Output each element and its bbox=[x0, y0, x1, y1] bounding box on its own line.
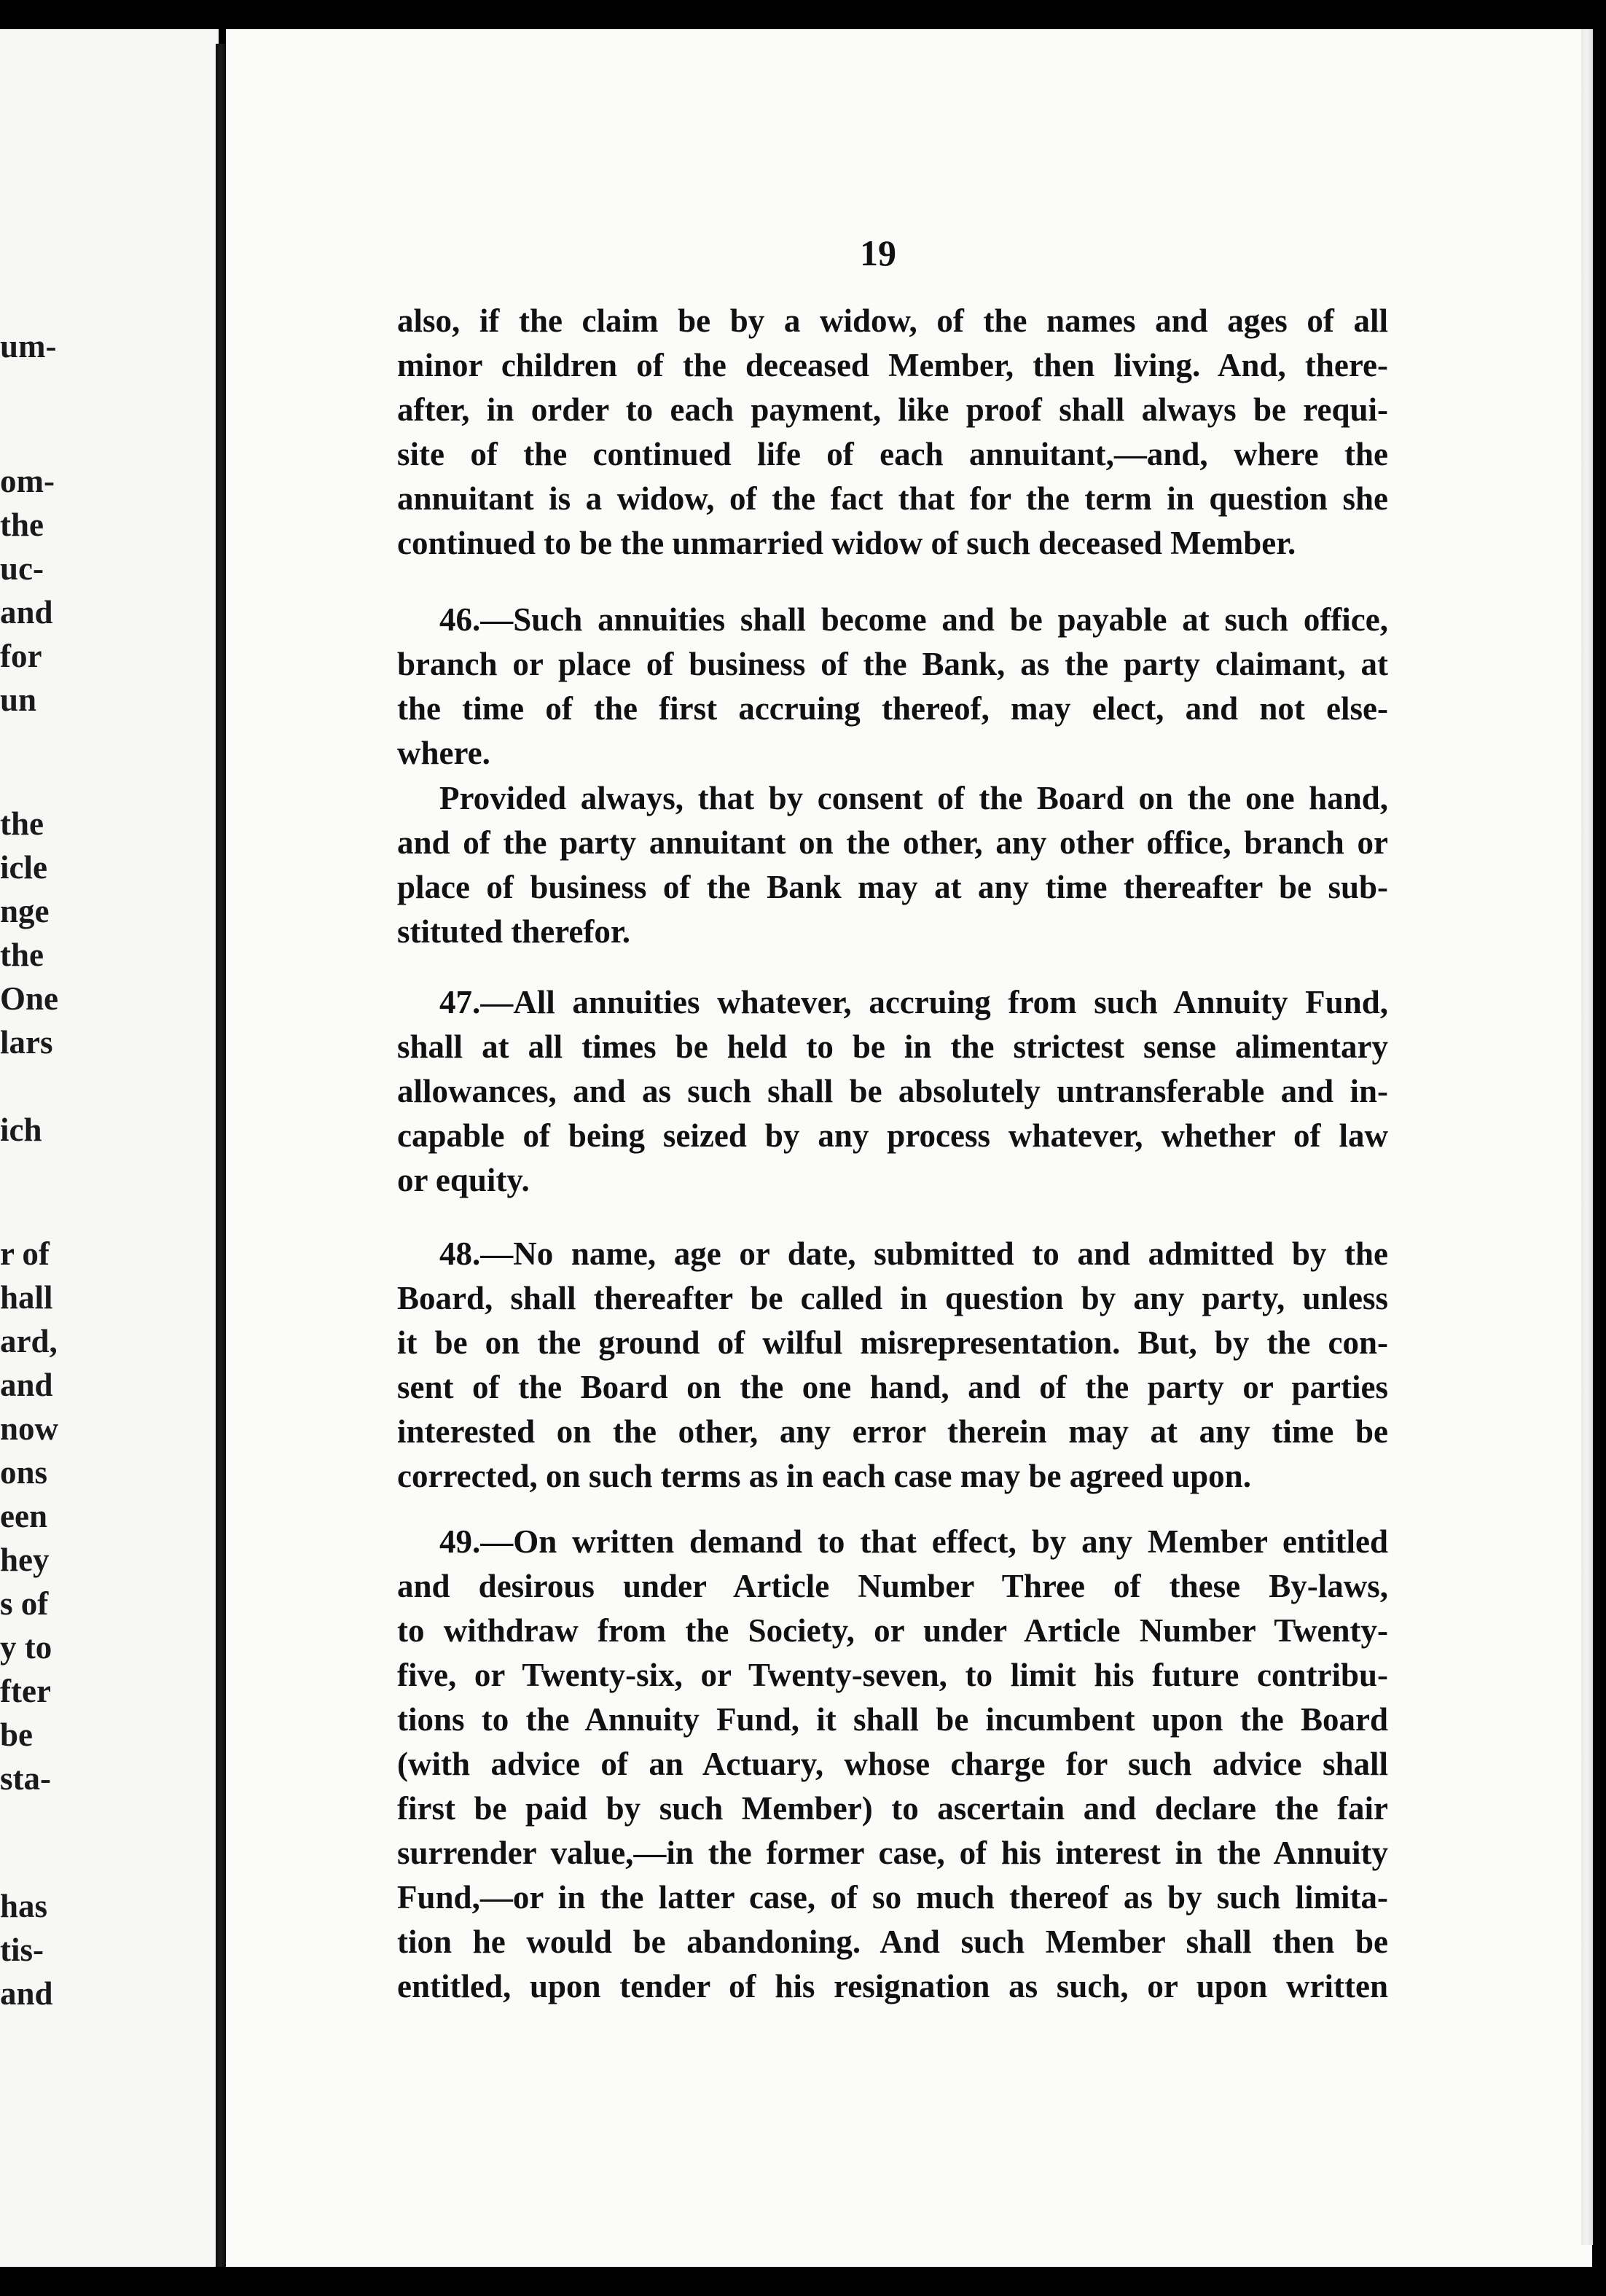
left-fragment-line: One bbox=[0, 980, 59, 1017]
text-line: sent of the Board on the one hand, and of the party or parties bbox=[397, 1369, 1388, 1405]
left-fragment-line: and bbox=[0, 1975, 53, 2012]
left-fragment-line: now bbox=[0, 1410, 59, 1447]
left-fragment-line: r of bbox=[0, 1235, 50, 1272]
text-line: also, if the claim be by a widow, of the names and ages of all bbox=[397, 302, 1388, 339]
paragraph-continuation bbox=[397, 299, 1388, 566]
left-fragment-line: has bbox=[0, 1888, 48, 1924]
left-fragment-line: ard, bbox=[0, 1323, 58, 1359]
text-line: to withdraw from the Society, or under Article Number Twenty- bbox=[397, 1612, 1388, 1649]
text-line: site of the continued life of each annuitant,—and, where the bbox=[397, 436, 1388, 472]
text-line: stituted therefor. bbox=[397, 913, 630, 950]
left-fragment-line: um- bbox=[0, 328, 57, 364]
text-line: surrender value,—in the former case, of his interest in the Annuity bbox=[397, 1835, 1388, 1871]
text-line: Board, shall thereafter be called in question by any party, unless bbox=[397, 1280, 1388, 1316]
left-fragment-line: be bbox=[0, 1717, 33, 1753]
text-line: interested on the other, any error therein may at any time be bbox=[397, 1413, 1388, 1450]
text-line: five, or Twenty-six, or Twenty-seven, to limit his future contribu- bbox=[397, 1657, 1388, 1693]
text-line: and desirous under Article Number Three of these By-laws, bbox=[397, 1568, 1388, 1604]
text-line: 47.—All annuities whatever, accruing from such Annuity Fund, bbox=[439, 984, 1388, 1020]
text-line: Fund,—or in the latter case, of so much thereof as by such limita- bbox=[397, 1879, 1388, 1916]
left-fragment-line: un bbox=[0, 682, 37, 718]
left-fragment-line: tis- bbox=[0, 1932, 44, 1968]
text-line: entitled, upon tender of his resignation as such, or upon written bbox=[397, 1968, 1388, 2004]
left-fragment-line: om- bbox=[0, 463, 55, 499]
left-fragment-line: the bbox=[0, 805, 44, 842]
left-fragment-line: s of bbox=[0, 1585, 49, 1622]
left-fragment-line: the bbox=[0, 937, 44, 973]
left-fragment-line: sta- bbox=[0, 1760, 51, 1797]
left-fragment-line: y to bbox=[0, 1629, 52, 1666]
text-line: minor children of the deceased Member, then living. And, there- bbox=[397, 347, 1388, 383]
article-48 bbox=[397, 1232, 1388, 1499]
left-fragment-line: hall bbox=[0, 1279, 53, 1316]
text-line: 49.—On written demand to that effect, by any Member entitled bbox=[439, 1523, 1388, 1560]
left-fragment-line: ich bbox=[0, 1112, 42, 1148]
text-line: capable of being seized by any process whatever, whether of law bbox=[397, 1117, 1388, 1154]
left-fragment-line: for bbox=[0, 638, 42, 674]
left-fragment-line: and bbox=[0, 1367, 53, 1403]
left-fragment-line: hey bbox=[0, 1542, 50, 1578]
text-line: annuitant is a widow, of the fact that for the term in question she bbox=[397, 480, 1388, 517]
page-number: 19 bbox=[860, 233, 896, 273]
text-line: branch or place of business of the Bank, as the party claimant, at bbox=[397, 646, 1388, 682]
article-49 bbox=[397, 1520, 1388, 2009]
left-fragment-line: icle bbox=[0, 849, 47, 886]
previous-page-fragment bbox=[0, 29, 219, 2267]
text-line: or equity. bbox=[397, 1162, 530, 1198]
text-line: place of business of the Bank may at any time thereafter be sub- bbox=[397, 869, 1388, 905]
left-fragment-line: uc- bbox=[0, 550, 44, 587]
text-line: it be on the ground of wilful misrepresentation. But, by the con- bbox=[397, 1324, 1388, 1361]
text-line: continued to be the unmarried widow of such deceased Member. bbox=[397, 525, 1296, 561]
text-line: 46.—Such annuities shall become and be payable at such office, bbox=[439, 601, 1388, 638]
text-line: and of the party annuitant on the other, any other office, branch or bbox=[397, 824, 1388, 861]
text-line: corrected, on such terms as in each case may be agreed upon. bbox=[397, 1458, 1251, 1494]
text-line: shall at all times be held to be in the strictest sense alimentary bbox=[397, 1028, 1388, 1065]
left-fragment-line: the bbox=[0, 507, 44, 543]
book-spine-gutter bbox=[216, 44, 226, 2267]
left-fragment-line: and bbox=[0, 594, 53, 630]
left-fragment-line: ons bbox=[0, 1454, 48, 1491]
text-line: the time of the first accruing thereof, may elect, and not else- bbox=[397, 690, 1388, 727]
left-fragment-line: nge bbox=[0, 893, 50, 929]
left-fragment-line: lars bbox=[0, 1024, 53, 1061]
article-46-proviso bbox=[397, 776, 1388, 954]
left-fragment-line: fter bbox=[0, 1673, 51, 1709]
left-fragment-line: een bbox=[0, 1498, 47, 1534]
article-47 bbox=[397, 980, 1388, 1203]
text-line: 48.—No name, age or date, submitted to and admitted by the bbox=[439, 1235, 1388, 1272]
article-46 bbox=[397, 598, 1388, 776]
text-line: where. bbox=[397, 735, 490, 771]
text-line: tion he would be abandoning. And such Member shall then be bbox=[397, 1924, 1388, 1960]
text-line: allowances, and as such shall be absolutely untransferable and in- bbox=[397, 1073, 1388, 1109]
text-line: first be paid by such Member) to ascertain and declare the fair bbox=[397, 1790, 1388, 1827]
page-edge bbox=[1581, 29, 1593, 2245]
text-line: after, in order to each payment, like proof shall always be requi- bbox=[397, 391, 1388, 428]
text-line: (with advice of an Actuary, whose charge for such advice shall bbox=[397, 1746, 1388, 1782]
text-line: Provided always, that by consent of the Board on the one hand, bbox=[439, 780, 1388, 816]
text-line: tions to the Annuity Fund, it shall be incumbent upon the Board bbox=[397, 1701, 1388, 1738]
